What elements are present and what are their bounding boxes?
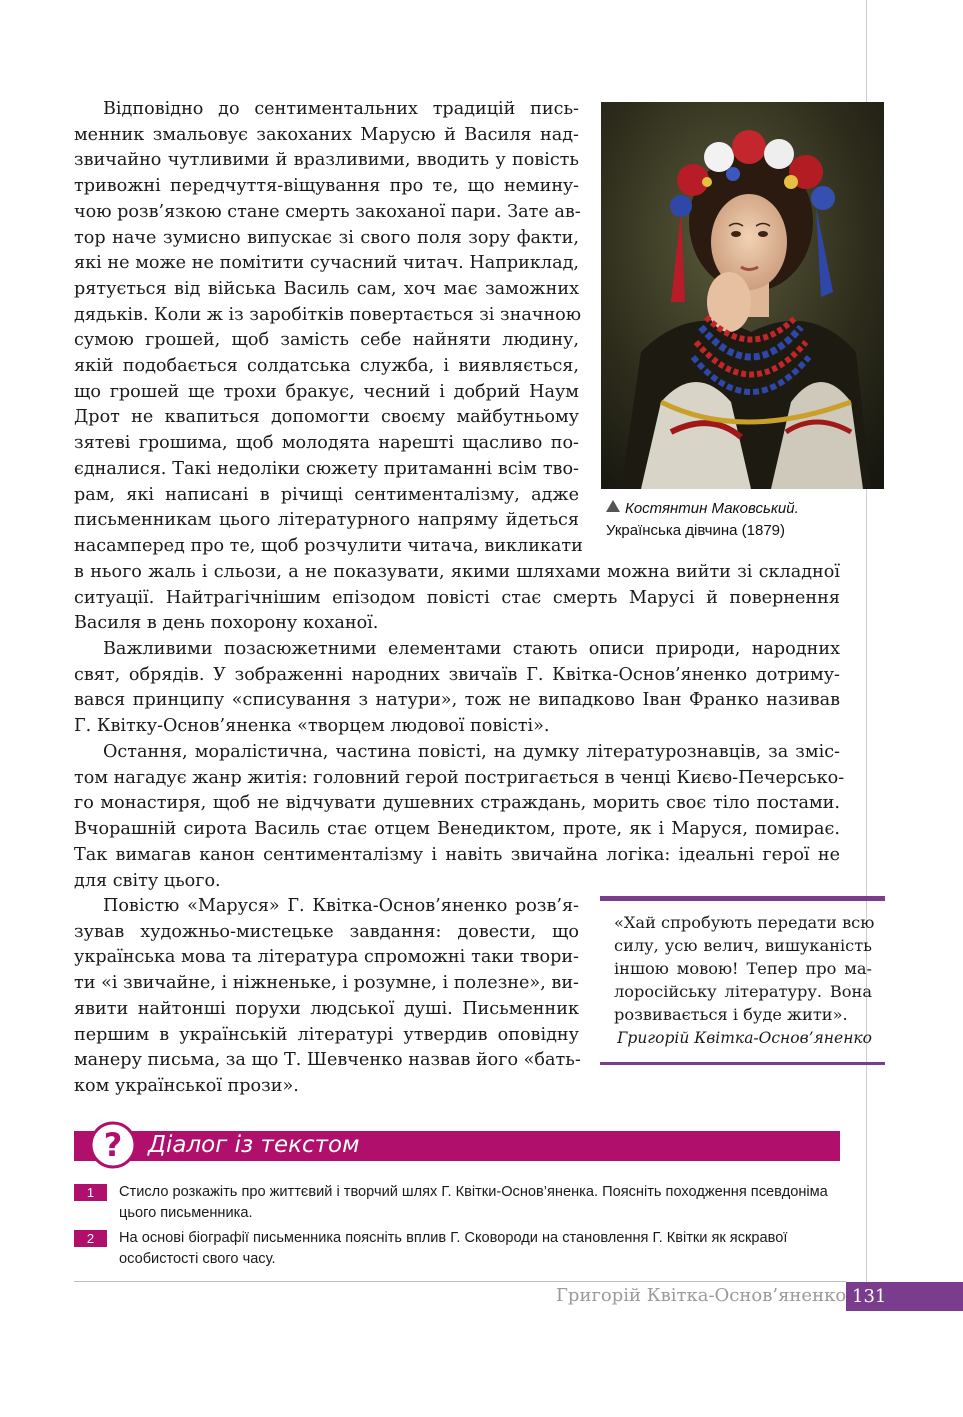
quote-text [614, 911, 875, 1026]
text-line: тор наче зумисно випускає зі свого поля зору факти, [74, 227, 579, 248]
text-line: Дрот не квапиться допомогти своєму майбутньому [74, 407, 579, 428]
text-line: письменникам цього літературного напряму йдеться [74, 510, 579, 531]
text-line: свят, обрядів. У зображенні народних звичаїв Г. Квітка-Основ’яненко дотриму- [74, 664, 840, 685]
svg-text:?: ? [103, 1126, 123, 1164]
text-line: Вчорашній сирота Василь стає отцем Венедиктом, проте, як і Маруся, помирає. [74, 819, 840, 840]
text-line: ком української прози». [74, 1075, 299, 1096]
quote-line: «Хай спробують передати всю [614, 913, 875, 932]
quote-line: лоросійську літературу. Вона [614, 982, 872, 1001]
page-number-box [846, 1282, 963, 1311]
text-line: насамперед про те, щоб розчулити читача, викликати [74, 535, 583, 556]
text-line: зував художньо-мистецьке завдання: довести, що [74, 921, 579, 942]
quote-author: Григорій Квітка-Основ’яненко [617, 1029, 872, 1047]
text-line: том нагадує жанр житія: головний герой постригається в ченці Києво-Печерсько- [74, 767, 845, 788]
text-line: звичайно чутливими й вразливими, вводить у повість [74, 150, 579, 171]
text-line: менник змальовує закоханих Марусю й Василя над- [74, 124, 579, 145]
page-number: 131 [852, 1286, 887, 1307]
caption-author: Костянтин Маковський. [625, 500, 799, 517]
text-line: го монастиря, щоб не відчувати душевних страждань, морить своє тіло постами. [74, 793, 840, 814]
text-line: ти «і звичайне, і ніжненьке, і розумне, і полезне», ви- [74, 973, 579, 994]
item-text: Стисло розкажіть про життєвий і творчий шлях Г. Квітки-Основ’яненка. Поясніть походження псевдоніма цього письменника. [119, 1184, 828, 1221]
text-line: що грошей ще трохи бракує, чесний і добрий Наум [74, 381, 579, 402]
text-line: тривожні передчуття-віщування про те, що неминy- [74, 176, 579, 197]
text-line: дядьків. Коли ж із заробітків повертається зі значною [74, 304, 582, 325]
painting-ukrainian-girl [601, 102, 884, 489]
footer-rule [74, 1281, 846, 1282]
text-line: Василя в день похорону коханої. [74, 613, 379, 634]
text-line: Остання, моралістична, частина повісті, на думку літературознавців, за зміс- [103, 742, 840, 762]
paragraph-2 [74, 637, 840, 740]
text-line: якій подобається солдатська служба, і виявляється, [74, 356, 579, 377]
item-text: На основі біографії письменника поясніть вплив Г. Сковороди на становлення Г. Квітки як яскравої особистості свого часу. [119, 1230, 788, 1267]
text-line: Так вимагав канон сентименталізму і навіть звичайна логіка: ідеальні герої не [74, 844, 840, 865]
text-line: Повістю «Маруся» Г. Квітка-Основ’яненко розв’я- [103, 896, 579, 916]
paragraph-1-continued [74, 560, 840, 637]
text-line: манеру письма, за що Т. Шевченко назвав його «бать- [74, 1050, 581, 1071]
text-line: першим в українській літературі утвердив оповідну [74, 1024, 579, 1045]
dialog-item-1 [74, 1182, 840, 1224]
text-line: явити найтонші порухи людської душі. Письменник [74, 998, 579, 1019]
caption-title: Українська дівчина (1879) [606, 522, 785, 539]
quote-line: іншою мовою! Тепер про ма- [614, 959, 872, 978]
text-line: Важливими позасюжетними елементами стають описи природи, народних [103, 639, 840, 659]
text-line: які не може не помітити сучасний читач. Наприклад, [74, 253, 579, 274]
quote-line: силу, усю велич, вишуканість [614, 936, 872, 955]
text-line: вався принципу «списування з натури», тож не випадково Іван Франко називав [74, 690, 840, 711]
text-line: єдналися. Такі недоліки сюжету притаманні всім тво- [74, 458, 579, 479]
text-line: рам, які написані в річищі сентименталізму, адже [74, 484, 579, 505]
quote-box [600, 896, 885, 1066]
quote-top-rule [600, 896, 885, 901]
paragraph-3 [74, 740, 845, 894]
text-line: в нього жаль і сльози, а не показувати, якими шляхами можна вийти зі складної [74, 562, 840, 582]
quote-bottom-rule [600, 1062, 885, 1065]
text-line: ситуації. Найтрагічнішим епізодом повісті стає смерть Марусі й повернення [74, 587, 840, 608]
text-line: українська мова та література спроможні таки твори- [74, 947, 579, 968]
text-line: для світу цього. [74, 870, 221, 891]
item-number: 2 [74, 1230, 107, 1247]
text-line: Г. Квітку-Основ’яненка «творцем людової повісті». [74, 716, 550, 737]
paragraph-4 [74, 894, 579, 1100]
triangle-up-icon [606, 500, 620, 512]
text-line: зятеві грошима, щоб молодята нарешті щасливо по- [74, 433, 579, 454]
text-line: сумою грошей, щоб замість себе найняти людину, [74, 330, 579, 351]
text-line: рятується від війська Василь сам, хоч має заможних [74, 278, 579, 299]
quote-line: розвивається і буде жити». [614, 1005, 848, 1024]
figure-caption [606, 498, 866, 542]
item-number: 1 [74, 1184, 107, 1201]
paragraph-1 [74, 97, 583, 560]
text-line: Відповідно до сентиментальних традицій пись- [103, 99, 579, 119]
dialog-title: Діалог із текстом [148, 1132, 360, 1158]
question-mark-icon [89, 1121, 137, 1169]
running-title: Григорій Квітка-Основ’яненко [556, 1285, 847, 1306]
text-line: чою розв’язкою стане смерть закоханої пари. Зате ав- [74, 201, 581, 222]
dialog-item-2 [74, 1228, 840, 1270]
